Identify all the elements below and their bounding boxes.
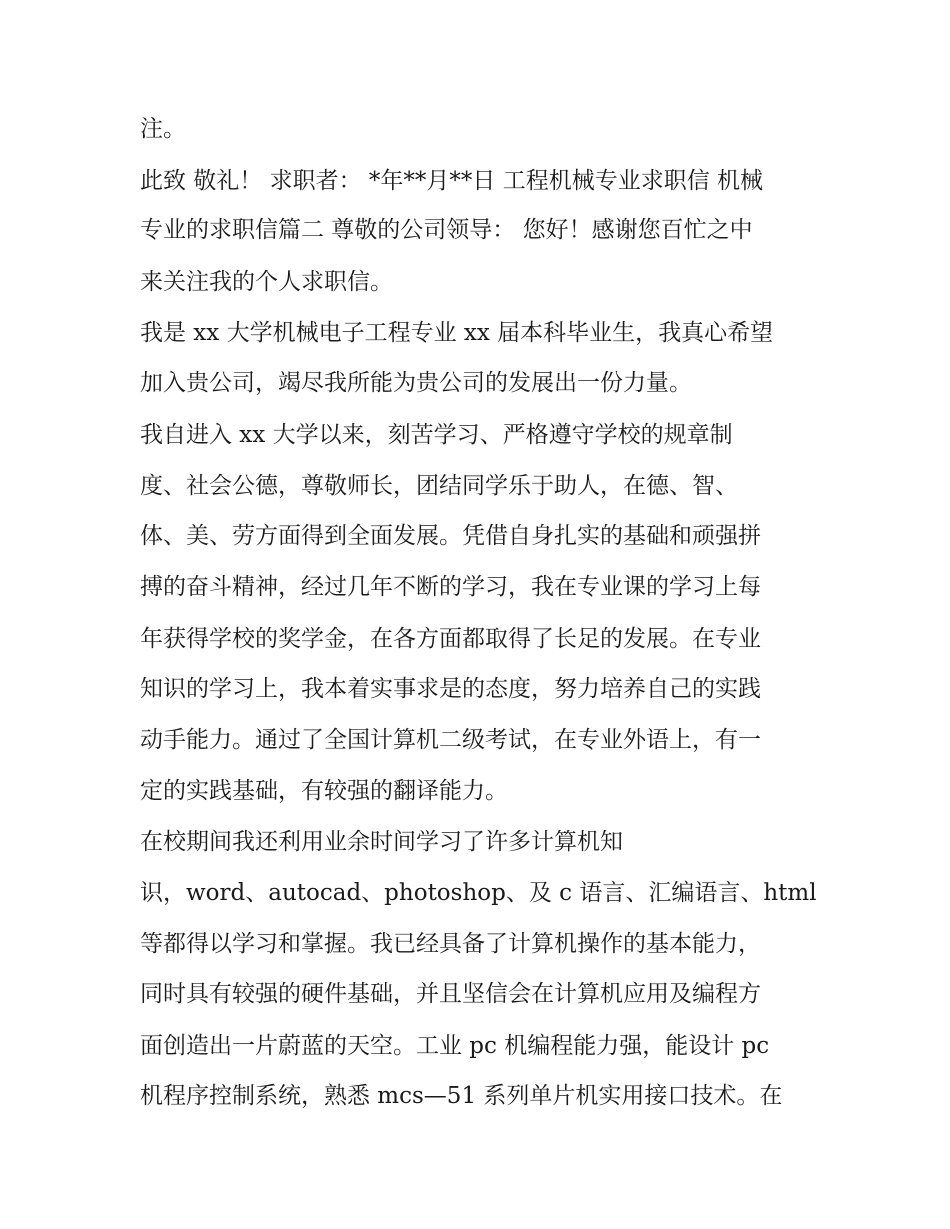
text-line: 加入贵公司，竭尽我所能为贵公司的发展出一份力量。 — [140, 370, 692, 396]
text-line: 机程序控制系统，熟悉 mcs—51 系列单片机实用接口技术。在 — [140, 1083, 783, 1109]
text-line: 在校期间我还利用业余时间学习了许多计算机知 — [140, 829, 623, 855]
text-line: 我是 xx 大学机械电子工程专业 xx 届本科毕业生，我真心希望 — [140, 320, 774, 346]
text-line: 同时具有较强的硬件基础，并且坚信会在计算机应用及编程方 — [140, 981, 761, 1007]
text-line: 我自进入 xx 大学以来，刻苦学习、严格遵守学校的规章制 — [140, 422, 733, 448]
text-line: 搏的奋斗精神，经过几年不断的学习，我在专业课的学习上每 — [140, 574, 761, 600]
text-line: 动手能力。通过了全国计算机二级考试，在专业外语上，有一 — [140, 727, 761, 753]
text-line: 面创造出一片蔚蓝的天空。工业 pc 机编程能力强，能设计 pc — [140, 1033, 770, 1059]
text-line: 体、美、劳方面得到全面发展。凭借自身扎实的基础和顽强拼 — [140, 523, 761, 549]
text-line: 识，word、autocad、photoshop、及 c 语言、汇编语言、html — [140, 880, 817, 906]
text-line: 来关注我的个人求职信。 — [140, 269, 393, 295]
text-line: 定的实践基础，有较强的翻译能力。 — [140, 778, 508, 804]
text-line: 知识的学习上，我本着实事求是的态度，努力培养自己的实践 — [140, 676, 761, 702]
text-line: 年获得学校的奖学金，在各方面都取得了长足的发展。在专业 — [140, 626, 761, 652]
text-line: 专业的求职信篇二 尊敬的公司领导： 您好！感谢您百忙之中 — [140, 217, 753, 243]
text-line: 等都得以学习和掌握。我已经具备了计算机操作的基本能力， — [140, 931, 761, 957]
text-line: 度、社会公德，尊敬师长，团结同学乐于助人，在德、智、 — [140, 473, 738, 499]
text-line: 此致 敬礼！ 求职者： *年**月**日 工程机械专业求职信 机械 — [140, 168, 764, 194]
text-line: 注。 — [140, 116, 186, 142]
